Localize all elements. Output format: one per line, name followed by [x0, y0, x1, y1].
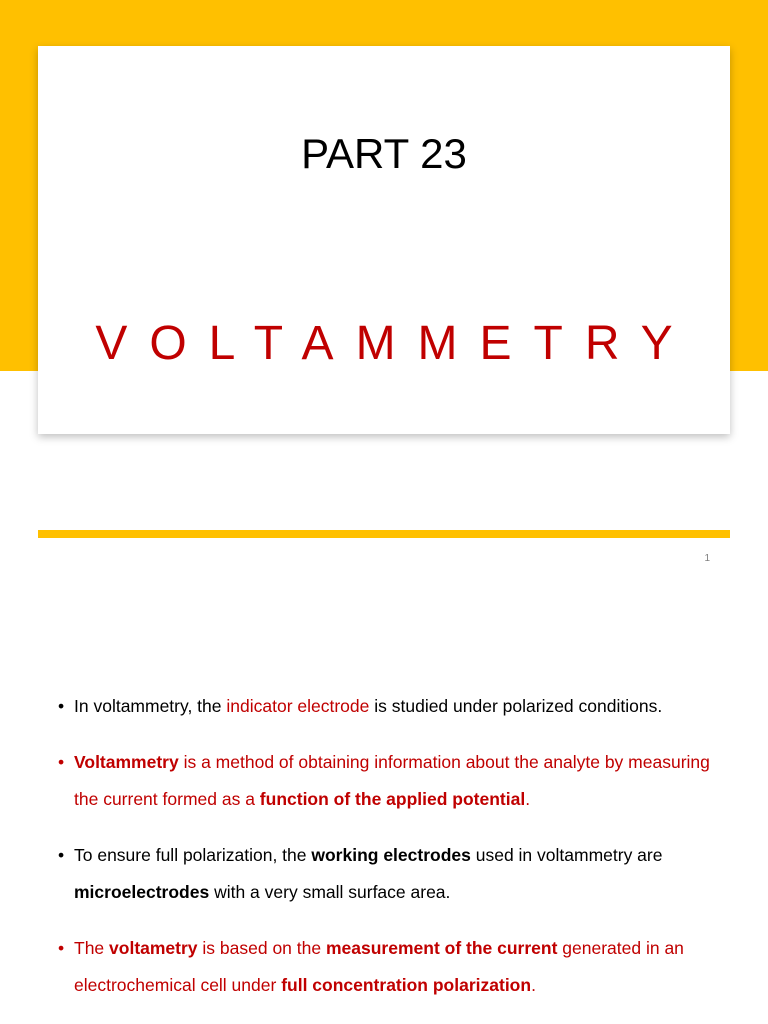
bullet-dot: • — [58, 752, 65, 772]
bullet-seg-bold: measurement of the current — [325, 938, 558, 958]
bullet-seg: . — [531, 975, 536, 995]
bullet-item — [58, 744, 728, 818]
bullet-seg: The — [74, 938, 110, 958]
bullet-seg: with a very small surface area. — [209, 882, 451, 902]
bullet-seg-highlight: indicator electrode — [226, 696, 370, 716]
page-number: 1 — [704, 553, 710, 564]
title-card — [38, 46, 730, 434]
divider-rule — [38, 530, 730, 538]
bullet-seg-bold: function of the applied potential — [259, 789, 526, 809]
bullet-dot: • — [58, 696, 65, 716]
bullet-seg-bold: working electrodes — [311, 845, 471, 865]
bullet-dot: • — [58, 845, 65, 865]
bullet-seg: is studied under polarized conditions. — [369, 696, 663, 716]
bullet-seg: generated in an electrochemical cell under — [74, 938, 684, 995]
bullet-seg: used in voltammetry are — [470, 845, 663, 865]
bullet-seg-bold: full concentration polarization — [281, 975, 532, 995]
part-title: PART 23 — [301, 130, 467, 177]
bullet-list — [58, 688, 728, 1023]
bullet-item — [58, 837, 728, 911]
bullet-item — [58, 688, 728, 725]
bullet-seg-bold: Voltammetry — [74, 752, 179, 772]
bullet-dot: • — [58, 938, 65, 958]
slide-title: VOLTAMMETRY — [95, 317, 695, 370]
bullet-seg-bold: voltametry — [109, 938, 198, 958]
bullet-seg: To ensure full polarization, the — [74, 845, 312, 865]
bullet-item — [58, 930, 728, 1004]
bullet-seg-bold: microelectrodes — [74, 882, 210, 902]
bullet-seg: . — [525, 789, 531, 809]
bullet-seg: is a method of obtaining information about the analyte by measuring the current formed as a — [74, 752, 710, 809]
bullet-seg: is based on the — [197, 938, 326, 958]
bullet-seg: In voltammetry, the — [74, 696, 227, 716]
